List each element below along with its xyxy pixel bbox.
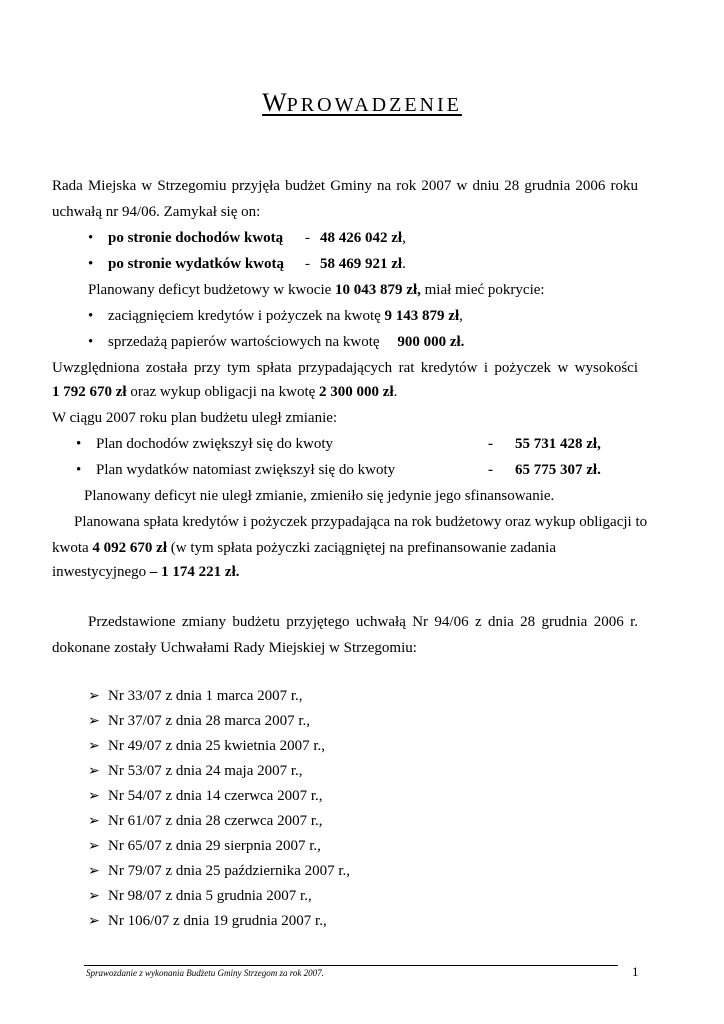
arrow-bullet-icon: ➢ — [88, 864, 100, 879]
arrow-bullet-icon: ➢ — [88, 889, 100, 904]
change-item-expense-value: 65 775 307 zł. — [515, 462, 601, 478]
change-item-expense: • Plan wydatków natomiast zwiększył się do kwoty — [96, 460, 395, 480]
arrow-bullet-icon: ➢ — [88, 814, 100, 829]
page-title — [0, 88, 724, 118]
resolutions-intro-line-2: dokonane zostały Uchwałami Rady Miejskiej w Strzegomiu: — [52, 640, 417, 656]
arrow-bullet-icon: ➢ — [88, 839, 100, 854]
resolution-item: ➢ Nr 65/07 z dnia 29 sierpnia 2007 r., — [88, 836, 321, 857]
budget-item-income: • po stronie dochodów kwotą — [108, 228, 283, 248]
budget-item-expense-value: 58 469 921 zł. — [320, 256, 406, 272]
resolution-item: ➢ Nr 33/07 z dnia 1 marca 2007 r., — [88, 686, 303, 707]
repayment-line-2: 1 792 670 zł oraz wykup obligacji na kwotę 2 300 000 zł. — [52, 384, 398, 400]
arrow-bullet-icon: ➢ — [88, 914, 100, 929]
resolution-item: ➢ Nr 37/07 z dnia 28 marca 2007 r., — [88, 711, 310, 732]
resolution-item: ➢ Nr 79/07 z dnia 25 października 2007 r., — [88, 861, 350, 882]
resolutions-intro-line-1: Przedstawione zmiany budżetu przyjętego uchwałą Nr 94/06 z dnia 28 grudnia 2006 r. — [88, 614, 638, 630]
arrow-bullet-icon: ➢ — [88, 739, 100, 754]
title-initial: W — [262, 88, 287, 117]
page-number: 1 — [632, 964, 639, 979]
budget-item-expense-dash: - — [305, 256, 310, 272]
arrow-bullet-icon: ➢ — [88, 689, 100, 704]
planned-line-2: kwota 4 092 670 zł (w tym spłata pożyczki zaciągniętej na prefinansowanie zadania — [52, 540, 556, 556]
resolution-item: ➢ Nr 98/07 z dnia 5 grudnia 2007 r., — [88, 886, 312, 907]
change-item-income-dash: - — [488, 436, 493, 452]
change-item-income-value: 55 731 428 zł, — [515, 436, 601, 452]
budget-item-expense: • po stronie wydatków kwotą — [108, 254, 284, 274]
deficit-note: Planowany deficyt nie uległ zmianie, zmieniło się jedynie jego sfinansowanie. — [84, 488, 555, 504]
budget-item-income-value: 48 426 042 zł, — [320, 230, 406, 246]
planned-line-1: Planowana spłata kredytów i pożyczek przypadająca na rok budżetowy oraz wykup obligacji to — [74, 514, 648, 530]
repayment-line-1: Uwzględniona została przy tym spłata przypadających rat kredytów i pożyczek w wysokości — [52, 360, 638, 376]
deficit-line: Planowany deficyt budżetowy w kwocie 10 043 879 zł, miał mieć pokrycie: — [88, 282, 545, 298]
arrow-bullet-icon: ➢ — [88, 714, 100, 729]
planned-line-3: inwestycyjnego – 1 174 221 zł. — [52, 564, 240, 580]
arrow-bullet-icon: ➢ — [88, 764, 100, 779]
footer-text: Sprawozdanie z wykonania Budżetu Gminy Strzegom za rok 2007. — [86, 968, 324, 978]
resolution-item: ➢ Nr 61/07 z dnia 28 czerwca 2007 r., — [88, 811, 323, 832]
intro-line-1: Rada Miejska w Strzegomiu przyjęła budżet Gminy na rok 2007 w dniu 28 grudnia 2006 roku — [52, 178, 638, 194]
resolution-item: ➢ Nr 54/07 z dnia 14 czerwca 2007 r., — [88, 786, 323, 807]
changes-intro: W ciągu 2007 roku plan budżetu uległ zmianie: — [52, 410, 338, 426]
resolution-item: ➢ Nr 106/07 z dnia 19 grudnia 2007 r., — [88, 911, 327, 932]
coverage-item-loans: • zaciągnięciem kredytów i pożyczek na kwotę 9 143 879 zł, — [108, 306, 463, 326]
footer-divider — [84, 965, 618, 966]
change-item-income: • Plan dochodów zwiększył się do kwoty — [96, 434, 333, 454]
budget-item-income-dash: - — [305, 230, 310, 246]
change-item-expense-dash: - — [488, 462, 493, 478]
resolution-item: ➢ Nr 49/07 z dnia 25 kwietnia 2007 r., — [88, 736, 325, 757]
resolution-item: ➢ Nr 53/07 z dnia 24 maja 2007 r., — [88, 761, 303, 782]
arrow-bullet-icon: ➢ — [88, 789, 100, 804]
title-rest: PROWADZENIE — [286, 94, 462, 116]
coverage-item-securities: • sprzedażą papierów wartościowych na kwotę 900 000 zł. — [108, 332, 464, 352]
intro-line-2: uchwałą nr 94/06. Zamykał się on: — [52, 204, 261, 220]
